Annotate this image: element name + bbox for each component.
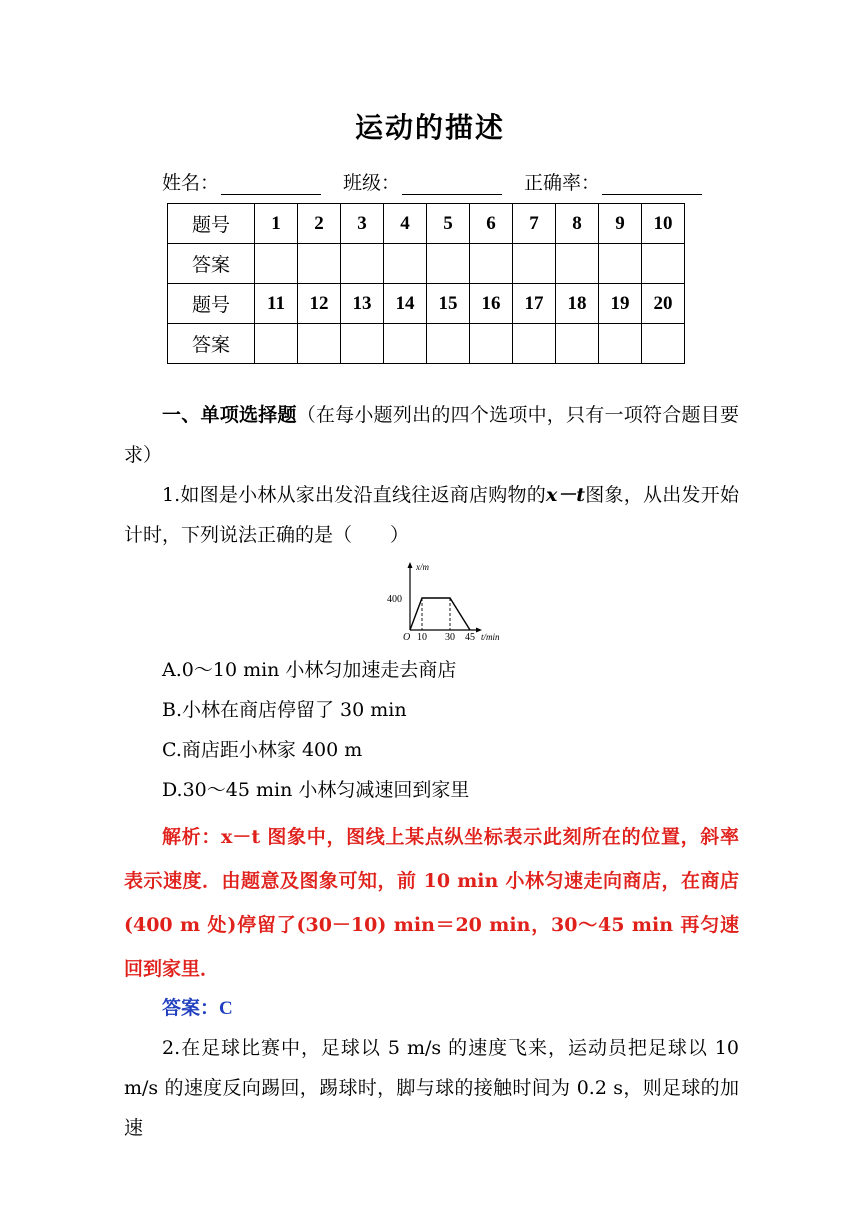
option-c[interactable]: C.商店距小林家 400 m <box>162 739 363 761</box>
answer-cell[interactable] <box>341 244 384 284</box>
analysis-block <box>124 815 739 991</box>
option-a[interactable]: A.0～10 min 小林匀加速走去商店 <box>162 659 457 681</box>
table-row <box>168 204 685 244</box>
answer-cell[interactable] <box>427 244 470 284</box>
answer-cell[interactable] <box>427 324 470 364</box>
question-number: 20 <box>642 284 685 324</box>
question-number: 7 <box>513 204 556 244</box>
option-b[interactable]: B.小林在商店停留了 30 min <box>162 699 407 721</box>
answer-table <box>167 203 685 364</box>
accuracy-blank[interactable] <box>602 174 702 195</box>
answer-cell[interactable] <box>298 244 341 284</box>
question-number: 10 <box>642 204 685 244</box>
answer-cell[interactable] <box>599 244 642 284</box>
answer-cell[interactable] <box>298 324 341 364</box>
x-tick-45: 45 <box>465 632 475 643</box>
answer-cell[interactable] <box>642 324 685 364</box>
answer-cell[interactable] <box>556 244 599 284</box>
table-row <box>168 244 685 284</box>
name-blank[interactable] <box>221 174 321 195</box>
table-row <box>168 284 685 324</box>
y-tick-400: 400 <box>387 594 402 605</box>
question-number: 15 <box>427 284 470 324</box>
section-heading <box>124 395 739 475</box>
question-1-stem-a: 1.如图是小林从家出发沿直线往返商店购物的 <box>162 484 546 506</box>
question-1-stem-b: 图象，从出发开始计时，下列说法正确的是（ ） <box>124 484 739 546</box>
question-number: 13 <box>341 284 384 324</box>
row-label: 答案 <box>168 244 255 284</box>
xt-graph <box>386 558 512 644</box>
origin-label: O <box>403 632 411 643</box>
accuracy-field[interactable] <box>524 168 702 195</box>
question-number: 19 <box>599 284 642 324</box>
y-axis-label: x/m <box>416 562 429 572</box>
name-label: 姓名： <box>162 172 220 194</box>
xt-curve <box>410 598 470 630</box>
question-number: 16 <box>470 284 513 324</box>
answer-cell[interactable] <box>255 324 298 364</box>
answer-cell[interactable] <box>341 324 384 364</box>
row-label: 答案 <box>168 324 255 364</box>
question-number: 2 <box>298 204 341 244</box>
accuracy-label: 正确率： <box>524 172 601 194</box>
question-number: 14 <box>384 284 427 324</box>
answer-cell[interactable] <box>599 324 642 364</box>
row-label: 题号 <box>168 204 255 244</box>
question-2-stem: 2.在足球比赛中，足球以 5 m/s 的速度飞来，运动员把足球以 10 m/s 的速度反向踢回，踢球时，脚与球的接触时间为 0.2 s，则足球的加速 <box>124 1037 739 1139</box>
question-number: 6 <box>470 204 513 244</box>
answer-cell[interactable] <box>513 244 556 284</box>
answer-value: C <box>219 998 233 1019</box>
y-axis-arrow <box>408 562 413 568</box>
answer-cell[interactable] <box>470 244 513 284</box>
question-1-stem <box>124 475 739 555</box>
question-1-variable: x－t <box>545 484 586 506</box>
x-axis-label: t/min <box>481 632 500 642</box>
question-number: 3 <box>341 204 384 244</box>
class-field[interactable] <box>343 168 502 195</box>
question-number: 17 <box>513 284 556 324</box>
class-blank[interactable] <box>402 174 502 195</box>
table-row <box>168 324 685 364</box>
x-tick-30: 30 <box>445 632 455 643</box>
answer-cell[interactable] <box>255 244 298 284</box>
question-number: 9 <box>599 204 642 244</box>
answer-cell[interactable] <box>384 324 427 364</box>
question-number: 8 <box>556 204 599 244</box>
question-number: 1 <box>255 204 298 244</box>
section-title: 一、单项选择题 <box>162 404 297 426</box>
answer-cell[interactable] <box>384 244 427 284</box>
question-number: 11 <box>255 284 298 324</box>
answer-cell[interactable] <box>513 324 556 364</box>
question-number: 12 <box>298 284 341 324</box>
answer-cell[interactable] <box>642 244 685 284</box>
question-number: 5 <box>427 204 470 244</box>
question-number: 4 <box>384 204 427 244</box>
analysis-text: x－t 图象中，图线上某点纵坐标表示此刻所在的位置，斜率表示速度．由题意及图象可知，前 10 min 小林匀速走向商店，在商店(400 m 处)停留了(30－10) min＝20 min，30～45 min 再匀速回到家里． <box>124 826 739 980</box>
section-note: （在每小题列出的四个选项中，只有一项符合题目要求） <box>124 404 739 466</box>
page-title: 运动的描述 <box>354 111 505 144</box>
answer-cell[interactable] <box>470 324 513 364</box>
student-info-row <box>162 168 702 195</box>
x-tick-10: 10 <box>417 632 427 643</box>
option-d[interactable]: D.30～45 min 小林匀减速回到家里 <box>162 779 470 801</box>
name-field[interactable] <box>162 168 321 195</box>
class-label: 班级： <box>343 172 401 194</box>
question-number: 18 <box>556 284 599 324</box>
answer-cell[interactable] <box>556 324 599 364</box>
answer-line <box>162 988 233 1029</box>
answer-label: 答案： <box>162 997 220 1019</box>
row-label: 题号 <box>168 284 255 324</box>
analysis-label: 解析： <box>162 826 222 848</box>
